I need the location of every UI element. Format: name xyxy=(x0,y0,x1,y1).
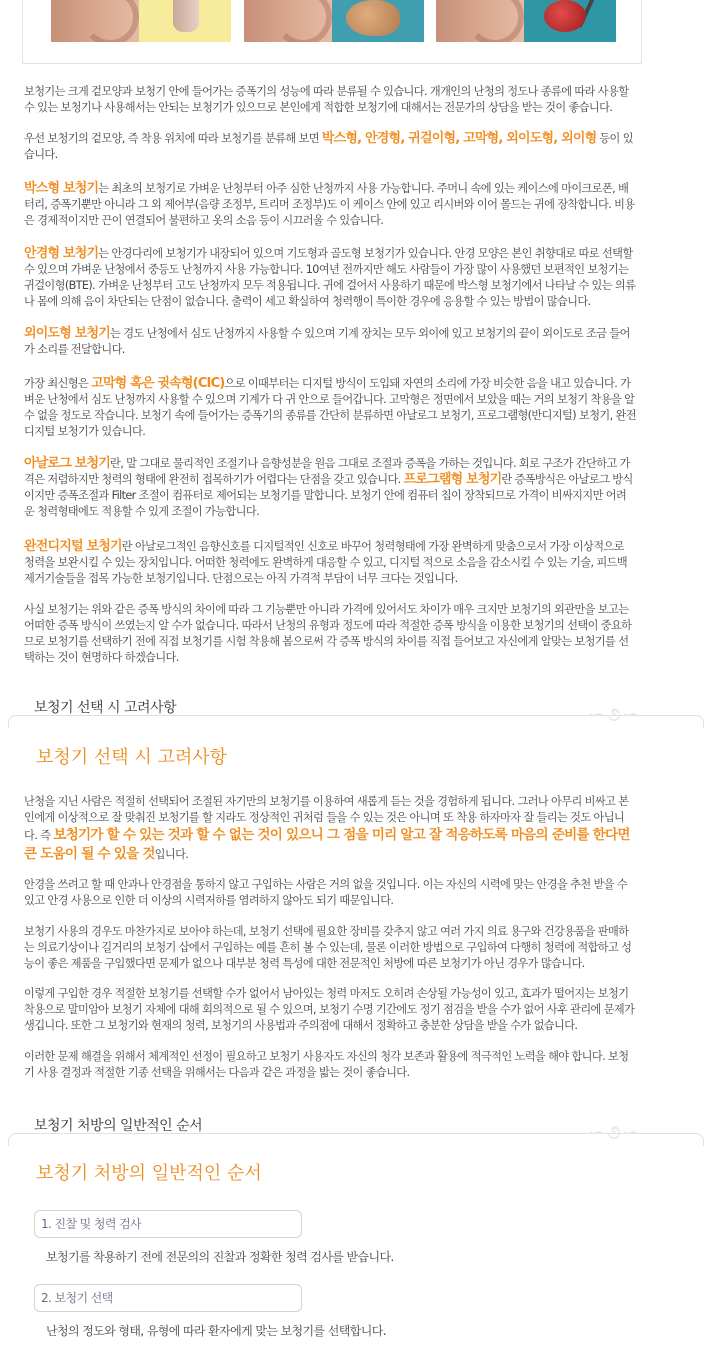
section-title-prescription: 보청기 처방의 일반적인 순서 xyxy=(36,1163,262,1184)
swirl-decoration-icon: ∽૭∽ xyxy=(588,702,642,726)
box-type-paragraph: 박스형 보청기는 최초의 보청기로 가벼운 난청부터 아주 심한 난청까지 사용 가능합니다. 주머니 속에 있는 케이스에 마이크로폰, 배터리, 증폭기뿐만 아니라 그 외 제어부(음량 조정부, 트리머 조정부)도 이 케이스 안에 있고 리시버와 이어 몰드는 귀에 장착합니다. 비용은 경제적이지만 끈이 연결되어 불편하고 옷의 소음 등이 시끄러울 수 있습니다. xyxy=(24,181,635,227)
digital-type-highlight: 완전디지털 보청기 xyxy=(24,539,122,554)
step-2-description: 난청의 정도와 형태, 유형에 따라 환자에게 맞는 보청기를 선택합니다. xyxy=(46,1324,386,1338)
summary-paragraph: 사실 보청기는 위와 같은 증폭 방식의 차이에 따라 그 기능뿐만 아니라 가격에 있어서도 차이가 매우 크지만 보청기의 외관만을 보고는 어떠한 증폭 방식이 쓰였는지 알 수가 없습니다. 따라서 난청의 유형과 정도에 따라 적절한 증폭 방식을 이용한 보청기의 선택이 중요하므로 보청기를 선택하기 전에 직접 보청기를 시험 착용해 봄으로써 각 증폭 방식의 차이를 직접 들어보고 자신에게 알맞는 보청기를 선택하는 것이 현명하다 하겠습니다. xyxy=(24,603,632,664)
tab-title: 보청기 선택 시 고려사항 xyxy=(34,700,177,716)
ite-type-hearing-aid-image xyxy=(244,0,424,42)
selection-paragraph-1: 난청을 지닌 사람은 적절히 선택되어 조절된 자기만의 보청기를 이용하여 새롭게 듣는 것을 경험하게 됩니다. 그러나 아무리 비싸고 본인에게 이상적으로 잘 맞춰진 보청기를 할 지라도 정상적인 귀처럼 들을 수 있는 것은 아니며 또 착용 하자마자 잘 들리는 것도 아닙니다. 즉 보청기가 할 수 있는 것과 할 수 없는 것이 있으니 그 점을 미리 알고 잘 적응하도록 마음의 준비를 한다면 큰 도움이 될 수 있을 것입니다. xyxy=(24,795,630,862)
step-1-box: 1. 진찰 및 청력 검사 xyxy=(34,1210,302,1238)
intro-paragraph-2: 우선 보청기의 겉모양, 즉 착용 위치에 따라 보청기를 분류해 보면 박스형, 안경형, 귀걸이형, 고막형, 외이도형, 외이형 등이 있습니다. xyxy=(24,131,633,161)
intro-paragraph-1: 보청기는 크게 겉모양과 보청기 안에 들어가는 증폭기의 성능에 따라 분류될 수 있습니다. 개개인의 난청의 정도나 종류에 따라 사용할 수 있는 보청기나 사용해서는 안되는 보청기가 있으므로 본인에게 적합한 보청기에 대해서는 전문가의 상담을 받는 것이 좋습니다. xyxy=(24,85,629,114)
program-type-highlight: 프로그램형 보청기 xyxy=(403,472,502,487)
tab-title: 보청기 처방의 일반적인 순서 xyxy=(34,1118,203,1134)
swirl-decoration-icon: ∽૭∽ xyxy=(588,1120,642,1144)
section-title-selection: 보청기 선택 시 고려사항 xyxy=(36,747,228,768)
cic-type-hearing-aid-image xyxy=(436,0,616,42)
step-2-box: 2. 보청기 선택 xyxy=(34,1284,302,1312)
analog-type-paragraph: 아날로그 보청기란, 말 그대로 물리적인 조절기나 음향성분을 원음 그대로 조절과 증폭을 가하는 것입니다. 회로 구조가 간단하고 가격은 저렴하지만 청력의 형태에 완전히 접목하기가 어렵다는 단점을 갖고 있습니다. 프로그램형 보청기란 증폭방식은 아날로그 방식이지만 증폭조절과 Filter 조절이 컴퓨터로 제어되는 보청기를 말합니다. 보청기 안에 컴퓨터 칩이 장착되므로 가격이 비싸지지만 어려운 청력형태에도 적용할 수 있게 조절이 가능합니다. xyxy=(24,456,633,518)
analog-type-highlight: 아날로그 보청기 xyxy=(24,456,111,471)
cic-type-highlight: 고막형 혹은 귓속형(CIC) xyxy=(91,376,225,391)
glasses-type-highlight: 안경형 보청기 xyxy=(24,246,99,261)
step-1-description: 보청기를 착용하기 전에 전문의의 진찰과 정확한 청력 검사를 받습니다. xyxy=(46,1250,394,1264)
glasses-type-paragraph: 안경형 보청기는 안경다리에 보청기가 내장되어 있으며 기도형과 골도형 보청기가 있습니다. 안경 모양은 본인 취향대로 따로 선택할 수 있으며 가벼운 난청에서 중등도 난청까지 사용 가능합니다. 10여년 전까지만 해도 사람들이 가장 많이 사용했던 보편적인 보청기는 귀걸이형(BTE). 가벼운 난청부터 고도 난청까지 모두 적용됩니다. 귀에 걸어서 사용하기 때문에 박스형 보청기에서 나타날 수 있는 의류나 몸에 의해 음이 차단되는 단점이 없습니다. 출력이 세고 확실하여 청력행이 특이한 경우에 응용할 수 있는 방법이 많습니다. xyxy=(24,246,636,308)
box-type-hearing-aid-image xyxy=(51,0,231,42)
digital-type-paragraph: 완전디지털 보청기란 아날로그적인 음향신호를 디지털적인 신호로 바꾸어 청력형태에 가장 완벽하게 맞춤으로서 가장 이상적으로 청력을 보완시킬 수 있는 장치입니다. 어떠한 청력에도 완벽하게 대응할 수 있고, 디지털 적으로 소음을 감소시킬 수 있는 기술, 피드백 제거기술들을 접목 가능한 보청기입니다. 단점으로는 아직 가격적 부담이 너무 크다는 것입니다. xyxy=(24,539,628,585)
box-type-highlight: 박스형 보청기 xyxy=(24,181,99,196)
selection-highlight: 보청기가 할 수 있는 것과 할 수 없는 것이 있으니 그 점을 미리 알고 잘 적응하도록 마음의 준비를 한다면 큰 도움이 될 수 있을 것 xyxy=(24,827,630,862)
selection-paragraph-4: 이렇게 구입한 경우 적절한 보청기를 선택할 수가 없어서 남아있는 청력 마저도 오히려 손상될 가능성이 있고, 효과가 떨어지는 보청기 착용으로 말미암아 보청기 자체에 대해 회의적으로 될 수 있으며, 보청기 수명 기간에도 정기 점검을 받을 수가 없어 사후 관리에 문제가 생깁니다. 또한 그 보청기와 현재의 청력, 보청기의 사용법과 주의점에 대해서 정확하고 충분한 상담을 받을 수가 없습니다. xyxy=(24,987,635,1032)
cic-type-paragraph: 가장 최신형은 고막형 혹은 귓속형(CIC)으로 이때부터는 디지털 방식이 도입돼 자연의 소리에 가장 비슷한 음을 내고 있습니다. 가벼운 난청에서 심도 난청까지 사용할 수 있으며 기계가 다 귀 안으로 들어갑니다. 고막형은 정면에서 보았을 때는 거의 보청기 착용을 알 수 없을 정도로 작습니다. 보청기 속에 들어가는 증폭기의 종류를 간단히 분류하면 아날로그 보청기, 프로그램형(반디지털) 보청기, 완전디지털 보청기가 있습니다. xyxy=(24,376,636,438)
canal-type-paragraph: 외이도형 보청기는 경도 난청에서 심도 난청까지 사용할 수 있으며 기계 장치는 모두 외이에 있고 보청기의 끝이 외이도로 조금 들어가 소리를 전달합니다. xyxy=(24,326,630,356)
section-tab-prescription xyxy=(8,1118,704,1146)
selection-paragraph-5: 이러한 문제 해결을 위해서 체계적인 선정이 필요하고 보청기 사용자도 자신의 청각 보존과 활용에 적극적인 노력을 해야 합니다. 보청기 사용 결정과 적절한 기종 선택을 위해서는 다음과 같은 과정을 밟는 것이 좋습니다. xyxy=(24,1050,629,1079)
canal-type-highlight: 외이도형 보청기 xyxy=(24,326,111,341)
selection-paragraph-3: 보청기 사용의 경우도 마찬가지로 보아야 하는데, 보청기 선택에 필요한 장비를 갖추지 않고 여러 가지 의료 용구와 건강용품을 판매하는 의료기상이나 길거리의 보청기 삽에서 구입하는 예를 흔히 볼 수 있는데, 물론 이러한 방법으로 구입하여 다행히 청력에 적합하고 성능이 좋은 제품을 구입했다면 문제가 없으나 대부분 청력 특성에 대한 전문적인 처방에 따른 보청기가 아닌 경우가 많습니다. xyxy=(24,925,632,970)
hearing-aid-image-box xyxy=(22,0,642,64)
type-list-highlight: 박스형, 안경형, 귀걸이형, 고막형, 외이도형, 외이형 xyxy=(321,131,597,146)
section-tab-selection xyxy=(8,700,704,728)
selection-paragraph-2: 안경을 쓰려고 할 때 안과나 안경점을 통하지 않고 구입하는 사람은 거의 없을 것입니다. 이는 자신의 시력에 맞는 안경을 추천 받을 수 있고 안경 사용으로 인한 더 이상의 시력저하를 염려하지 않아도 되기 때문입니다. xyxy=(24,878,628,907)
